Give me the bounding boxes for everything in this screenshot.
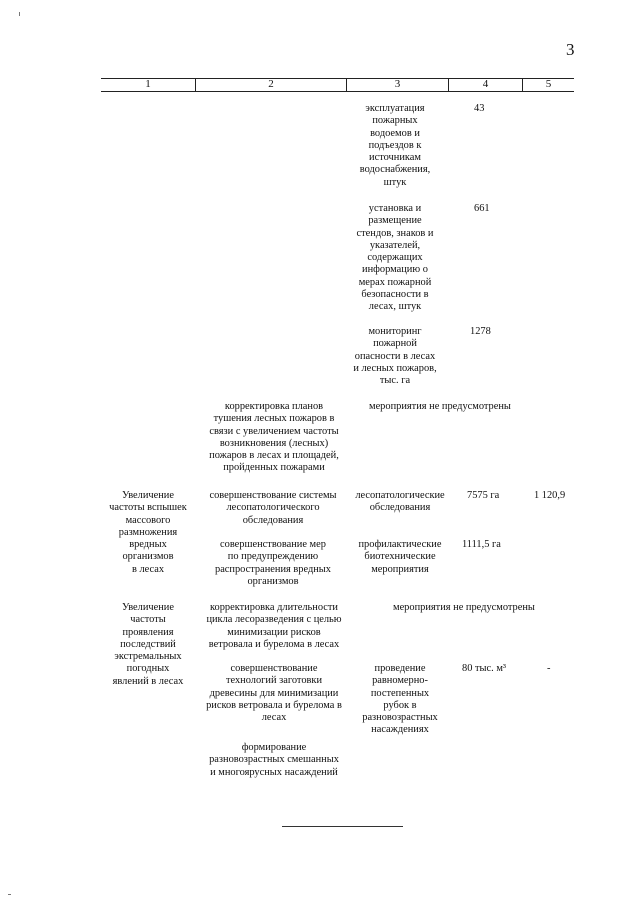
scan-speck <box>8 894 11 895</box>
header-col-2: 2 <box>268 78 274 90</box>
activity-pathology-survey: лесопатологические обследования <box>355 490 445 514</box>
activity-gradual-felling: проведение равномерно- постепенных рубок в разновозрастных насаждениях <box>362 663 438 736</box>
value-biotech-measures: 1111,5 га <box>462 539 501 550</box>
risk-extreme-weather: Увеличение частоты проявления последствий экстремальных погодных явлений в лесах <box>112 602 184 687</box>
page-number: 3 <box>566 40 575 59</box>
footer-rule <box>282 826 403 827</box>
risk-pest-outbreaks: Увеличение частоты вспышек массового размножения вредных организмов в лесах <box>109 490 187 575</box>
value-fire-monitoring: 1278 <box>470 326 491 337</box>
note-no-measures-1: мероприятия не предусмотрены <box>369 401 511 412</box>
value-water-sources: 43 <box>474 103 485 114</box>
value-stands-signs: 661 <box>474 203 490 214</box>
note-no-measures-2: мероприятия не предусмотрены <box>393 602 535 613</box>
value-pathology-survey: 7575 га <box>467 490 500 501</box>
measure-harvest-technology: совершенствование технологий заготовки древесины для минимизации рисков ветровала и бурелома в лесах <box>206 663 342 724</box>
value-gradual-felling: 80 тыс. м³ <box>462 663 507 674</box>
activity-water-sources: эксплуатация пожарных водоемов и подъездов к источникам водоснабжения, штук <box>359 103 431 188</box>
table-header <box>101 78 574 92</box>
header-col-5: 5 <box>545 78 552 90</box>
measure-pathology-survey: совершенствование системы лесопатологического обследования <box>209 490 337 526</box>
measure-mixed-stands: формирование разновозрастных смешанных и многоярусных насаждений <box>209 742 339 778</box>
header-col-3: 3 <box>394 78 401 90</box>
measure-fire-plans: корректировка планов тушения лесных пожаров в связи с увеличением частоты возникновения (лесных) пожаров в лесах и площадей, пройденных пожарами <box>209 401 339 474</box>
activity-fire-monitoring: мониторинг пожарной опасности в лесах и лесных пожаров, тыс. га <box>353 326 437 387</box>
scan-speck <box>19 12 20 16</box>
cost-gradual-felling: - <box>547 663 551 674</box>
measure-reforestation-cycle: корректировка длительности цикла лесоразведения с целью минимизации рисков ветровала и бурелома в лесах <box>206 602 342 650</box>
cost-pathology-survey: 1 120,9 <box>534 490 566 501</box>
measure-pest-prevention: совершенствование мер по предупреждению распространения вредных организмов <box>215 539 331 587</box>
activity-stands-signs: установка и размещение стендов, знаков и указателей, содержащих информацию о мерах пожарной безопасности в лесах, штук <box>356 203 434 313</box>
activity-biotech-measures: профилактические биотехнические мероприятия <box>358 539 442 575</box>
header-col-1: 1 <box>145 78 151 90</box>
header-col-4: 4 <box>482 78 489 90</box>
